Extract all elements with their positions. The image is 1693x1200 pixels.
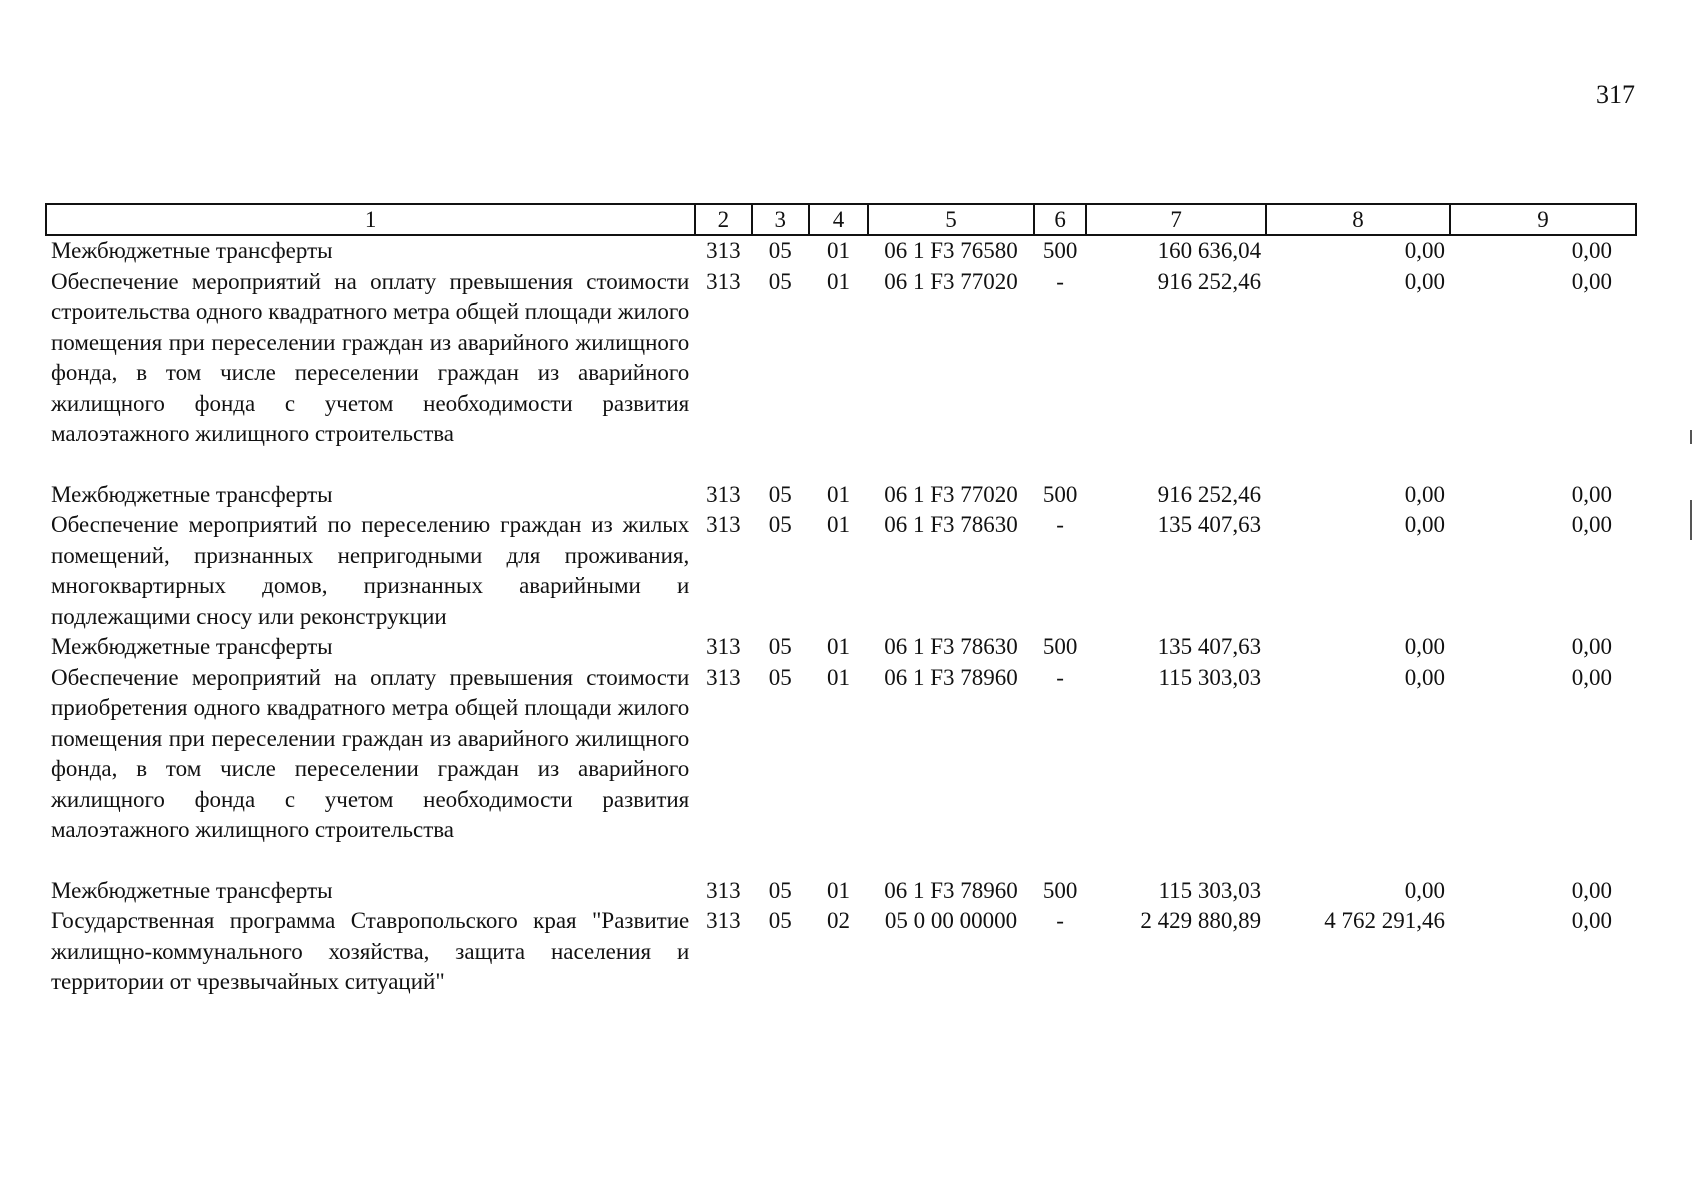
table-row (46, 510, 1636, 632)
page-number: 317 (1596, 80, 1635, 109)
row-col-5: 06 1 F3 78630 (884, 634, 1018, 659)
row-col-7: 135 407,63 (1157, 634, 1262, 659)
table-row (46, 876, 1636, 907)
row-name: Обеспечение мероприятий по переселению граждан из жилых помещений, признанных непригодными для проживания, многоквартирных домов, признанных аварийными и подлежащими сносу или реконструкции (51, 512, 690, 629)
row-col-9: 0,00 (1571, 877, 1612, 903)
row-col-2: 313 (706, 877, 741, 903)
row-col-6: 500 (1042, 238, 1078, 263)
row-col-5: 06 1 F3 78630 (884, 512, 1018, 537)
row-col-2: 313 (706, 481, 741, 507)
row-col-5: 06 1 F3 78960 (884, 664, 1018, 690)
row-col-6: 500 (1042, 481, 1078, 507)
row-col-6: - (1056, 908, 1064, 933)
scan-edge-mark (1690, 500, 1692, 540)
row-name: Межбюджетные трансферты (51, 238, 333, 263)
header-cell-9: 9 (1450, 204, 1636, 235)
row-col-3: 05 (768, 634, 792, 659)
table-row (46, 235, 1636, 267)
table-row (46, 267, 1636, 480)
row-col-3: 05 (768, 664, 792, 690)
row-col-3: 05 (768, 481, 792, 507)
row-col-8: 0,00 (1404, 664, 1446, 690)
row-col-2: 313 (706, 512, 741, 537)
scan-edge-mark (1690, 430, 1692, 444)
budget-table (45, 203, 1637, 998)
row-col-4: 01 (826, 634, 850, 659)
row-col-9: 0,00 (1571, 634, 1612, 659)
row-col-6: 500 (1042, 634, 1078, 659)
table-header-row (46, 204, 1636, 235)
row-col-8: 0,00 (1404, 268, 1446, 294)
header-cell-2: 2 (695, 204, 751, 235)
row-col-2: 313 (706, 908, 741, 933)
row-name: Межбюджетные трансферты (51, 481, 333, 507)
row-col-8: 0,00 (1404, 634, 1446, 659)
row-col-4: 01 (826, 664, 850, 690)
table-row (46, 632, 1636, 663)
header-cell-7: 7 (1086, 204, 1266, 235)
row-col-8: 0,00 (1404, 238, 1446, 263)
row-col-7: 916 252,46 (1157, 268, 1262, 294)
row-col-8: 0,00 (1404, 877, 1446, 903)
row-col-8: 0,00 (1404, 481, 1446, 507)
row-col-9: 0,00 (1571, 268, 1612, 294)
row-col-5: 06 1 F3 77020 (884, 268, 1018, 294)
row-col-7: 135 407,63 (1157, 512, 1262, 537)
row-col-4: 01 (826, 268, 850, 294)
header-cell-1: 1 (46, 204, 695, 235)
header-cell-3: 3 (752, 204, 809, 235)
row-col-5: 05 0 00 00000 (884, 908, 1018, 933)
header-cell-4: 4 (809, 204, 868, 235)
row-col-8: 4 762 291,46 (1324, 908, 1446, 933)
row-name: Обеспечение мероприятий на оплату превышения стоимости строительства одного квадратного метра общей площади жилого помещения при переселении граждан из аварийного жилищного фонда, в том числе переселении граждан из аварийного жилищного фонда с учетом необходимости развития малоэтажного жилищного строительства (51, 268, 690, 446)
row-col-7: 115 303,03 (1158, 664, 1262, 690)
row-col-9: 0,00 (1571, 238, 1612, 263)
table-row (46, 480, 1636, 511)
row-col-7: 160 636,04 (1157, 238, 1262, 263)
row-name: Межбюджетные трансферты (51, 877, 333, 903)
table-row (46, 663, 1636, 876)
row-col-7: 115 303,03 (1158, 877, 1262, 903)
row-col-3: 05 (768, 908, 792, 933)
row-col-4: 01 (826, 877, 850, 903)
row-col-9: 0,00 (1571, 481, 1612, 507)
row-col-5: 06 1 F3 77020 (884, 481, 1018, 507)
row-name: Межбюджетные трансферты (51, 634, 333, 659)
row-name: Обеспечение мероприятий на оплату превышения стоимости приобретения одного квадратного метра общей площади жилого помещения при переселении граждан из аварийного жилищного фонда, в том числе переселении граждан из аварийного жилищного фонда с учетом необходимости развития малоэтажного жилищного строительства (51, 664, 690, 842)
row-col-4: 01 (826, 238, 850, 263)
row-col-5: 06 1 F3 78960 (884, 877, 1018, 903)
header-cell-8: 8 (1266, 204, 1450, 235)
row-col-6: - (1056, 664, 1064, 690)
row-col-5: 06 1 F3 76580 (884, 238, 1018, 263)
row-col-9: 0,00 (1571, 512, 1612, 537)
row-col-4: 01 (826, 481, 850, 507)
row-col-9: 0,00 (1571, 908, 1612, 933)
header-cell-6: 6 (1034, 204, 1086, 235)
row-col-6: 500 (1042, 877, 1078, 903)
row-col-2: 313 (706, 664, 741, 690)
row-col-3: 05 (768, 268, 792, 294)
row-col-2: 313 (706, 634, 741, 659)
row-name: Государственная программа Ставропольского края "Развитие жилищно-коммунального хозяйства, защита населения и территории от чрезвычайных ситуаций" (51, 908, 690, 994)
row-col-2: 313 (706, 268, 741, 294)
row-col-6: - (1056, 268, 1064, 294)
row-col-6: - (1056, 512, 1064, 537)
row-col-4: 02 (826, 908, 850, 933)
row-col-9: 0,00 (1571, 664, 1612, 690)
row-col-4: 01 (826, 512, 850, 537)
header-cell-5: 5 (868, 204, 1034, 235)
row-col-7: 2 429 880,89 (1140, 908, 1262, 933)
row-col-2: 313 (706, 238, 741, 263)
row-col-3: 05 (768, 238, 792, 263)
row-col-3: 05 (768, 877, 792, 903)
row-col-7: 916 252,46 (1157, 481, 1262, 507)
row-col-3: 05 (768, 512, 792, 537)
table-row (46, 906, 1636, 998)
row-col-8: 0,00 (1404, 512, 1446, 537)
